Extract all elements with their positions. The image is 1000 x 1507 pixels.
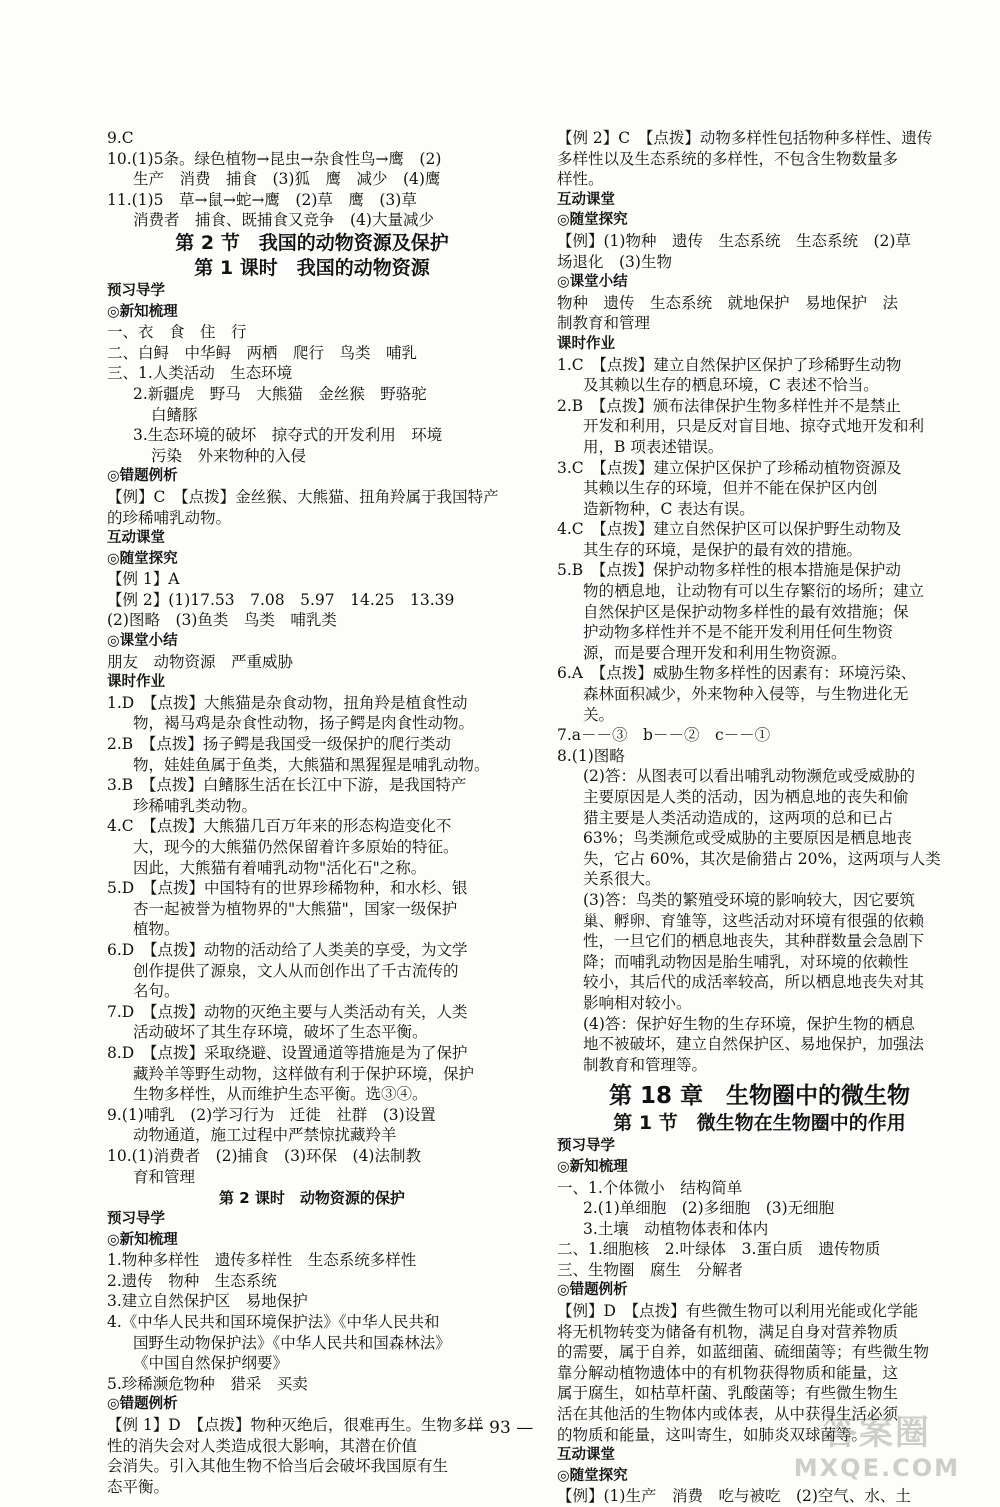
right-text-line: (3)答：鸟类的繁殖受环境的影响较大，因它要筑 xyxy=(583,890,915,909)
right-text-line: 2.(1)单细胞 (2)多细胞 (3)无细胞 xyxy=(583,1199,835,1218)
left-text-line: ◎错题例析 xyxy=(107,468,178,485)
left-text-line: 动物通道，施工过程中严禁惊扰藏羚羊 xyxy=(133,1126,397,1145)
right-text-line: 降；而哺乳动物因是胎生哺乳，对环境的依赖性 xyxy=(583,952,909,971)
watermark-text: 答案圈 xyxy=(822,1413,931,1453)
right-text-line: 护动物多样性并不是不能开发利用任何生物资 xyxy=(583,623,894,642)
left-text-line: 第 2 课时 动物资源的保护 xyxy=(219,1189,405,1208)
left-text-line: 【例 2】(1)17.53 7.08 5.97 14.25 13.39 xyxy=(107,590,455,609)
right-text-line: 1.C 【点拨】建立自然保护区保护了珍稀野生动物 xyxy=(557,355,902,374)
right-text-line: 场退化 (3)生物 xyxy=(557,252,672,271)
right-text-line: 多样性以及生态系统的多样性，不包含生物数量多 xyxy=(557,149,899,168)
left-text-line: 性的消失会对人类造成很大影响，其潜在价值 xyxy=(107,1436,418,1455)
right-text-line: 靠分解动植物遗体中的有机物获得物质和能量，这 xyxy=(557,1363,899,1382)
left-text-line: 朋友 动物资源 严重威胁 xyxy=(107,652,294,671)
left-text-line: 第 1 课时 我国的动物资源 xyxy=(194,256,430,279)
right-text-line: (4)答：保护好生物的生存环境，保护生物的栖息 xyxy=(583,1014,915,1033)
left-text-line: 10.(1)消费者 (2)捕食 (3)环保 (4)法制教 xyxy=(107,1146,421,1165)
right-text-line: 性，一旦它们的栖息地丧失，其种群数量会急剧下 xyxy=(583,932,925,951)
right-text-line: 其赖以生存的环境，但并不能在保护区内创 xyxy=(583,479,878,498)
left-text-line: 白鳍豚 xyxy=(151,405,198,424)
right-text-line: 样性。 xyxy=(557,170,604,189)
right-text-line: ◎随堂探究 xyxy=(557,212,628,229)
left-text-line: 2.遗传 物种 生态系统 xyxy=(107,1271,277,1290)
right-text-line: 预习导学 xyxy=(557,1138,615,1155)
right-text-line: 7.a－－③ b－－② c－－① xyxy=(557,726,771,745)
left-text-line: 11.(1)5 草→鼠→蛇→鹰 (2)草 鹰 (3)草 xyxy=(107,190,417,209)
right-column xyxy=(557,128,962,1507)
right-text-line: (2)答：从图表可以看出哺乳动物濒危或受威胁的 xyxy=(583,767,915,786)
right-text-line: 3.土壤 动植物体表和体内 xyxy=(583,1219,769,1238)
right-text-line: 6.A 【点拨】威胁生物多样性的因素有：环境污染、 xyxy=(557,664,917,683)
left-text-line: 植物。 xyxy=(133,920,180,939)
left-text-line: ◎随堂探究 xyxy=(107,550,178,567)
right-text-line: 其生存的环境，是保护的最有效的措施。 xyxy=(583,540,863,559)
left-text-line: 三、1.人类活动 生态环境 xyxy=(107,364,293,383)
right-text-line: 3.C 【点拨】建立保护区保护了珍稀动植物资源及 xyxy=(557,458,902,477)
left-text-line: 8.D 【点拨】采取绕避、设置通道等措施是为了保护 xyxy=(107,1043,468,1062)
right-text-line: 的物质和能量，这叫寄生，如肺炎双球菌等。 xyxy=(557,1425,868,1444)
right-text-line: 三、生物圈 腐生 分解者 xyxy=(557,1260,744,1279)
right-text-line: 影响相对较小。 xyxy=(583,993,692,1012)
right-text-line: ◎课堂小结 xyxy=(557,274,628,291)
left-text-line: 互动课堂 xyxy=(107,530,165,547)
right-text-line: 2.B 【点拨】颁布法律保护生物多样性并不是禁止 xyxy=(557,396,901,415)
left-text-line: 3.生态环境的破坏 掠夺式的开发利用 环境 xyxy=(133,426,443,445)
left-text-line: 5.D 【点拨】中国特有的世界珍稀物种，和水杉、银 xyxy=(107,879,468,898)
right-text-line: 63%；鸟类濒危或受威胁的主要原因是栖息地丧 xyxy=(583,829,912,848)
left-text-line: 一、衣 食 住 行 xyxy=(107,323,247,342)
left-text-line: 消费者 捕食、既捕食又竞争 (4)大量减少 xyxy=(133,211,434,230)
left-column xyxy=(107,128,517,1497)
right-text-line: 互动课堂 xyxy=(557,1447,615,1464)
right-text-line: 【例 2】C 【点拨】动物多样性包括物种多样性、遗传 xyxy=(557,129,933,147)
left-text-line: 会消失。引入其他生物不恰当后会破坏我国原有生 xyxy=(107,1457,449,1476)
right-text-line: 制教育和管理等。 xyxy=(583,1055,708,1074)
left-text-line: 2.新疆虎 野马 大熊猫 金丝猴 野骆驼 xyxy=(133,384,427,403)
right-text-line: 物种 遗传 生态系统 就地保护 易地保护 法 xyxy=(557,293,899,312)
left-text-line: 1.物种多样性 遗传多样性 生态系统多样性 xyxy=(107,1251,417,1270)
right-text-line: 开发和利用，只是反对盲目地、掠夺式地开发和利 xyxy=(583,417,925,436)
right-text-line: 自然保护区是保护动物多样性的最有效措施；保 xyxy=(583,602,909,621)
left-text-line: 9.(1)哺乳 (2)学习行为 迁徙 社群 (3)设置 xyxy=(107,1105,436,1124)
left-text-line: ◎错题例析 xyxy=(107,1396,178,1413)
left-text-line: 大，现今的大熊猫仍然保留着许多原始的特征。 xyxy=(133,838,459,856)
left-text-line: 创作提供了源泉，文人从而创作出了千古流传的 xyxy=(133,961,459,980)
left-text-line: 预习导学 xyxy=(107,282,165,299)
left-text-line: 4.C 【点拨】大熊猫几百万年来的形态构造变化不 xyxy=(107,817,452,836)
right-text-line: 第 18 章 生物圈中的微生物 xyxy=(608,1083,911,1110)
right-text-line: 源，而是要合理开发和利用生物资源。 xyxy=(583,643,847,662)
left-text-line: 【例 1】A xyxy=(107,570,180,589)
right-text-line: 【例】D 【点拨】有些微生物可以利用光能或化学能 xyxy=(557,1302,919,1321)
left-text-line: 杏一起被誉为植物界的"大熊猫"，国家一级保护 xyxy=(133,899,458,918)
page-number: — 93 — xyxy=(466,1418,534,1438)
left-text-line: 污染 外来物种的入侵 xyxy=(151,446,307,465)
left-text-line: 3.B 【点拨】白鳍豚生活在长江中下游，是我国特产 xyxy=(107,776,467,795)
right-text-line: 造新物种，C 表达有误。 xyxy=(583,499,755,518)
left-text-line: 因此，大熊猫有着哺乳动物"活化石"之称。 xyxy=(133,858,427,877)
left-text-line: 第 2 节 我国的动物资源及保护 xyxy=(175,231,449,254)
right-text-line: 课时作业 xyxy=(557,335,615,352)
right-text-line: 5.B 【点拨】保护动物多样性的根本措施是保护动 xyxy=(557,561,901,580)
right-text-line: 属于腐生，如枯草杆菌、乳酸菌等；有些微生物生 xyxy=(557,1384,899,1403)
left-text-line: 5.珍稀濒危物种 猎采 买卖 xyxy=(107,1374,308,1393)
right-text-line: 物的栖息地，让动物有可以生存繁衍的场所；建立 xyxy=(583,582,925,601)
left-text-line: 态平衡。 xyxy=(107,1477,170,1496)
left-text-line: 活动破坏了其生存环境，破坏了生态平衡。 xyxy=(133,1023,428,1042)
left-text-line: 6.D 【点拨】动物的活动给了人类美的享受，为文学 xyxy=(107,940,468,959)
right-text-line: 第 1 节 微生物在生物圈中的作用 xyxy=(613,1112,906,1135)
right-text-line: 【例】(1)生产 消费 吃与被吃 (2)空气、水、土 xyxy=(557,1487,911,1506)
left-text-line: 的珍稀哺乳动物。 xyxy=(107,508,232,527)
right-text-line: ◎随堂探究 xyxy=(557,1467,628,1484)
left-text-line: 2.B 【点拨】扬子鳄是我国受一级保护的爬行类动 xyxy=(107,735,451,754)
left-text-line: ◎新知梳理 xyxy=(107,1231,178,1248)
watermark-url: MXQE.COM xyxy=(793,1454,960,1482)
right-text-line: 制教育和管理 xyxy=(557,314,651,333)
left-text-line: 4.《中华人民共和国环境保护法》《中华人民共和 xyxy=(107,1313,440,1332)
left-text-line: 生物多样性，从而维护生态平衡。选③④。 xyxy=(133,1085,428,1104)
left-text-line: 名句。 xyxy=(133,982,180,1001)
right-text-line: 巢、孵卵、育雏等，这些活动对环境有很强的依赖 xyxy=(583,911,925,930)
right-text-line: 活在其他活的生物体内或体表，从中获得生活必须 xyxy=(557,1405,899,1424)
left-text-line: (2)图略 (3)鱼类 鸟类 哺乳类 xyxy=(107,611,337,630)
right-text-line: 主要原因是人类的活动，因为栖息地的丧失和偷 xyxy=(583,788,909,806)
left-text-line: 【例 1】D 【点拨】物种灭绝后，很难再生。生物多样 xyxy=(107,1416,483,1435)
right-text-line: 森林面积减少，外来物种入侵等，与生物进化无 xyxy=(583,685,909,704)
right-text-line: 猎主要是人类活动造成的，这两项的总和已占 xyxy=(583,808,894,827)
left-text-line: 藏羚羊等野生动物，这样做有利于保护环境，保护 xyxy=(133,1064,475,1083)
right-text-line: 及其赖以生存的栖息环境，C 表述不恰当。 xyxy=(583,376,879,395)
right-text-line: 地不被破坏，建立自然保护区、易地保护，加强法 xyxy=(583,1035,925,1054)
left-text-line: ◎新知梳理 xyxy=(107,303,178,320)
left-text-line: 1.D 【点拨】大熊猫是杂食动物，扭角羚是植食性动 xyxy=(107,693,468,712)
right-text-line: 将无机物转变为储备有机物，满足自身对营养物质 xyxy=(557,1322,899,1341)
left-text-line: 7.D 【点拨】动物的灭绝主要与人类活动有关，人类 xyxy=(107,1002,468,1021)
right-text-line: ◎错题例析 xyxy=(557,1282,628,1299)
left-text-line: 国野生动物保护法》《中华人民共和国森林法》 xyxy=(133,1333,451,1352)
left-text-line: 《中国自然保护纲要》 xyxy=(133,1354,289,1373)
left-text-line: 二、白鲟 中华鲟 两栖 爬行 鸟类 哺乳 xyxy=(107,343,418,362)
right-text-line: 互动课堂 xyxy=(557,191,615,208)
right-text-line: 二、1.细胞核 2.叶绿体 3.蛋白质 遗传物质 xyxy=(557,1240,881,1259)
left-text-line: 育和管理 xyxy=(133,1167,196,1186)
right-text-line: 8.(1)图略 xyxy=(557,746,625,765)
left-text-line: 课时作业 xyxy=(107,674,165,691)
right-text-line: 【例】(1)物种 遗传 生态系统 生态系统 (2)草 xyxy=(557,231,911,250)
right-text-line: ◎新知梳理 xyxy=(557,1158,628,1175)
right-text-line: 关。 xyxy=(583,705,615,724)
right-text-line: 关系很大。 xyxy=(583,870,661,889)
left-text-line: 3.建立自然保护区 易地保护 xyxy=(107,1292,308,1311)
left-text-line: 【例】C 【点拨】金丝猴、大熊猫、扭角羚属于我国特产 xyxy=(107,487,499,506)
left-text-line: 珍稀哺乳类动物。 xyxy=(133,796,258,815)
right-text-line: 失，它占 60%，其次是偷猎占 20%，这两项与人类 xyxy=(583,849,941,868)
left-text-line: 生产 消费 捕食 (3)狐 鹰 减少 (4)鹰 xyxy=(133,170,441,189)
left-text-line: 10.(1)5条。绿色植物→昆虫→杂食性鸟→鹰 (2) xyxy=(107,149,442,168)
right-text-line: 的需要，属于自养，如蓝细菌、硫细菌等；有些微生物 xyxy=(557,1343,930,1362)
left-text-line: 9.C xyxy=(107,129,134,147)
left-text-line: 物，娃娃鱼属于鱼类，大熊猫和黑猩猩是哺乳动物。 xyxy=(133,755,490,774)
left-text-line: 预习导学 xyxy=(107,1211,165,1228)
right-text-line: 较小，其后代的成活率较高，所以栖息地丧失对其 xyxy=(583,973,925,992)
watermark-logo xyxy=(794,1405,960,1482)
right-text-line: 一、1.个体微小 结构简单 xyxy=(557,1178,743,1197)
left-text-line: 物，褐马鸡是杂食性动物，扬子鳄是肉食性动物。 xyxy=(133,714,475,733)
left-text-line: ◎课堂小结 xyxy=(107,633,178,650)
right-text-line: 用，B 项表述错误。 xyxy=(583,437,724,456)
right-text-line: 4.C 【点拨】建立自然保护区可以保护野生动物及 xyxy=(557,520,902,539)
